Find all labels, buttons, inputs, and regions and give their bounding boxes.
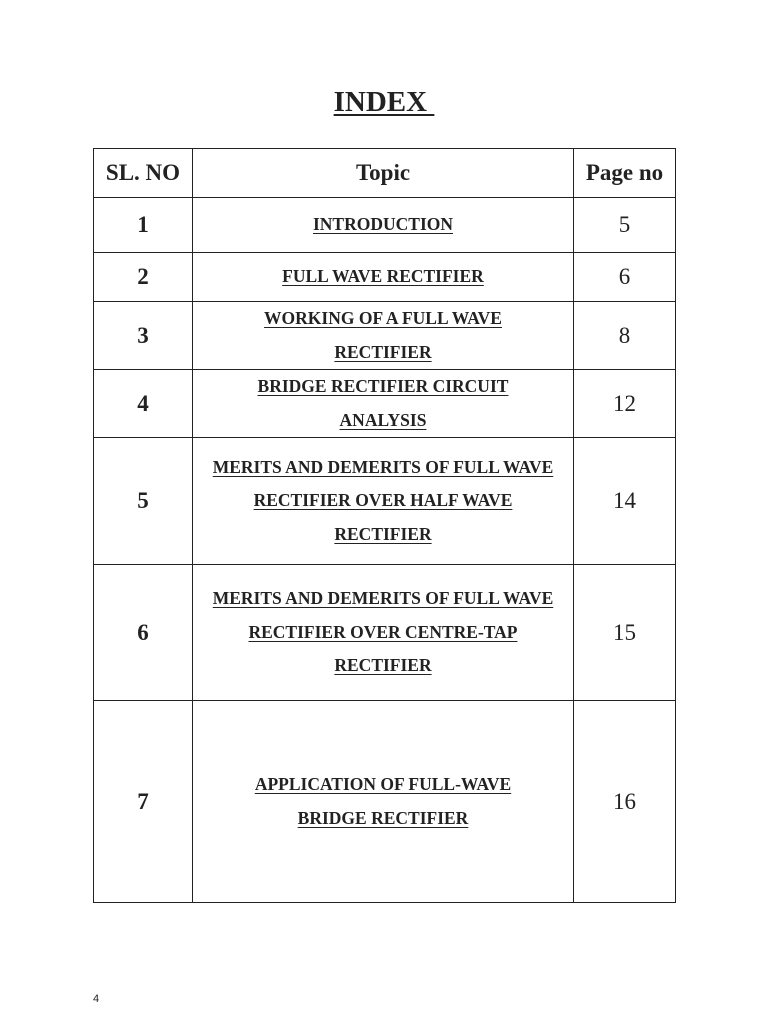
sl-number: 6 [94,565,193,701]
page-number-cell: 12 [574,370,676,438]
page-number-cell: 16 [574,701,676,903]
topic-title: INTRODUCTION [193,198,574,253]
topic-title: MERITS AND DEMERITS OF FULL WAVE RECTIFIER OVER CENTRE-TAP RECTIFIER [193,565,574,701]
footer-page-number: 4 [93,993,100,1005]
topic-title: MERITS AND DEMERITS OF FULL WAVE RECTIFIER OVER HALF WAVE RECTIFIER [193,438,574,565]
header-page-no: Page no [574,149,676,198]
table-row [94,302,676,370]
page-number-cell: 5 [574,198,676,253]
sl-number: 3 [94,302,193,370]
sl-number: 5 [94,438,193,565]
table-header-row [94,149,676,198]
sl-number: 7 [94,701,193,903]
table-row [94,438,676,565]
sl-number: 2 [94,253,193,302]
topic-title: BRIDGE RECTIFIER CIRCUIT ANALYSIS [193,370,574,438]
topic-title: APPLICATION OF FULL-WAVE BRIDGE RECTIFIER [193,701,574,903]
page-number-cell: 6 [574,253,676,302]
sl-number: 4 [94,370,193,438]
page-title: INDEX [333,86,435,118]
topic-title: FULL WAVE RECTIFIER [193,253,574,302]
table-row [94,370,676,438]
page-number-cell: 14 [574,438,676,565]
table-row [94,701,676,903]
topic-title: WORKING OF A FULL WAVE RECTIFIER [193,302,574,370]
table-row [94,565,676,701]
page-number-cell: 15 [574,565,676,701]
page-number-cell: 8 [574,302,676,370]
sl-number: 1 [94,198,193,253]
table-row [94,253,676,302]
header-topic: Topic [193,149,574,198]
table-row [94,198,676,253]
header-sl-no: SL. NO [94,149,193,198]
index-table [93,148,676,903]
